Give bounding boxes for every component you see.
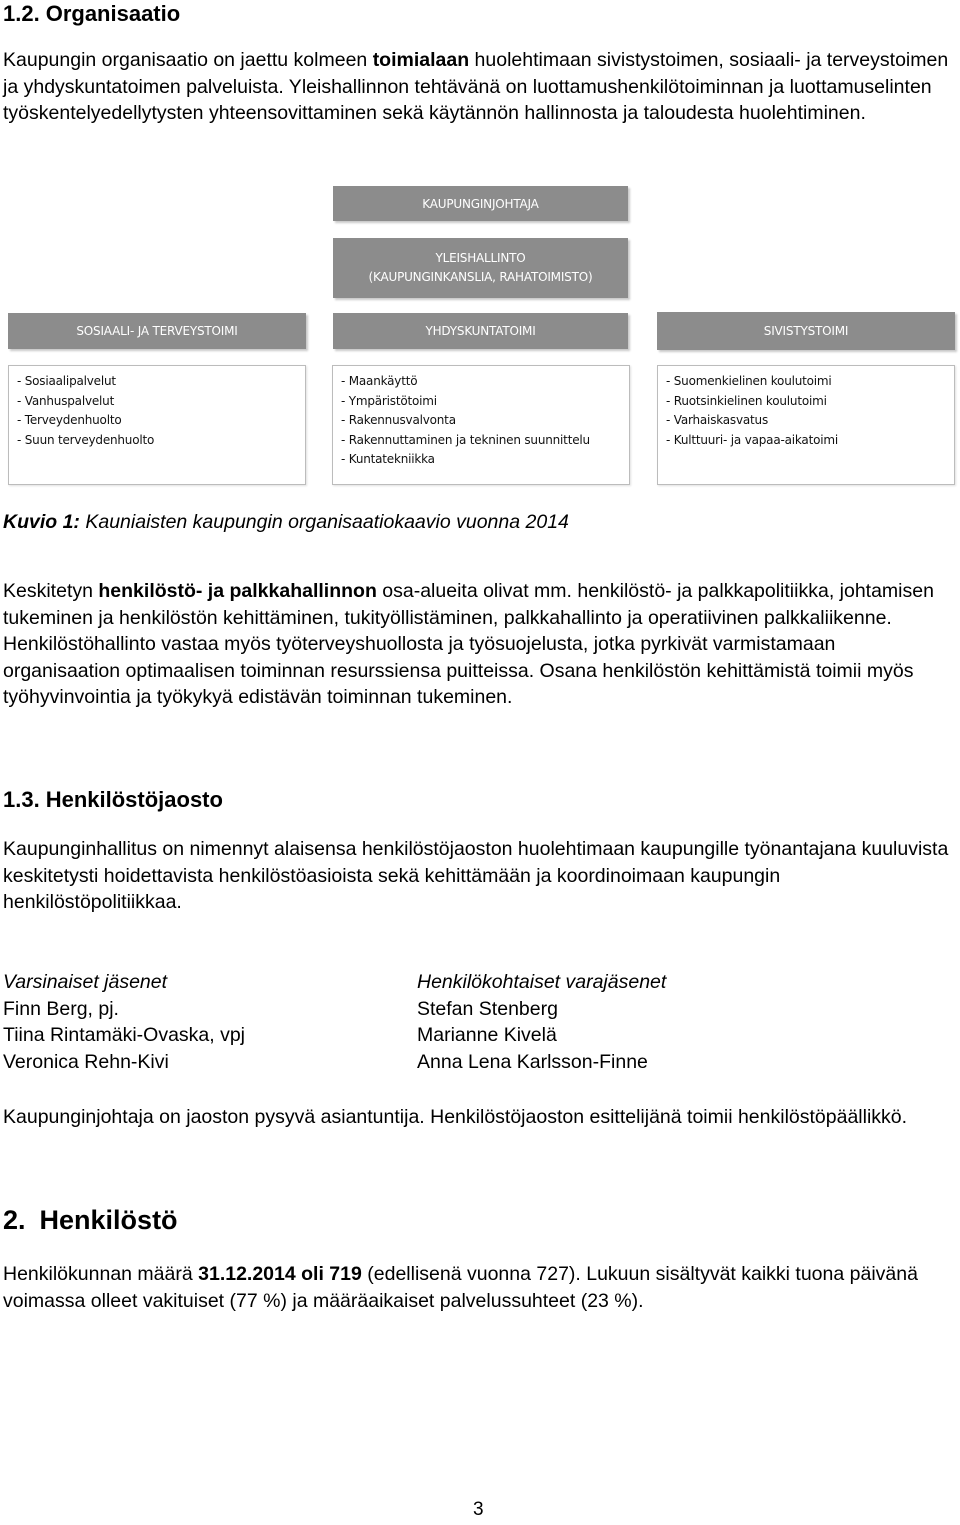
list-item: - Maankäyttö (341, 374, 418, 388)
org-box-community: YHDYSKUNTATOIMI (333, 313, 628, 349)
list-item: - Suun terveydenhuolto (17, 432, 155, 447)
regular-members-heading: Varsinaiset jäsenet (3, 971, 168, 993)
list-item: - Terveydenhuolto (17, 413, 122, 427)
member-name: Stefan Stenberg (417, 997, 558, 1020)
section-heading-1-2 (3, 1, 180, 27)
list-item: - Kuntatekniikka (341, 452, 435, 466)
section-title: Organisaatio (45, 1, 181, 26)
list-item: - Sosiaalipalvelut (17, 374, 116, 388)
org-list-community (332, 365, 630, 485)
list-item: - Ruotsinkielinen koulutoimi (666, 393, 827, 408)
org-box-education: SIVISTYSTOIMI (657, 312, 955, 350)
figure-label: Kuvio 1: (3, 511, 80, 533)
deputy-members (417, 969, 666, 1075)
committee-paragraph: Kaupunginhallitus on nimennyt alaisensa henkilöstöjaoston huolehtimaan kaupungille työnantajana kuuluvista keskitetysti hoidettavista henkilöstöasioista sekä kehittämään ja koordinoimaan kaupungin henkilöstöpolitiikkaa. (3, 838, 949, 913)
section-heading-1-3 (3, 787, 223, 813)
org-list-education (657, 365, 955, 485)
section-number: 1.3. (3, 787, 40, 812)
bold-term: henkilöstö- ja palkkahallinnon (98, 580, 377, 602)
section-number: 2. (3, 1205, 26, 1235)
list-item: - Rakennuttaminen ja tekninen suunnittelu (341, 432, 590, 447)
section-title: Henkilöstö (39, 1205, 178, 1235)
member-name: Veronica Rehn-Kivi (3, 1050, 169, 1073)
org-box-city-manager: KAUPUNGINJOHTAJA (333, 186, 628, 221)
org-list-social-health (8, 365, 306, 485)
org-box-social-health: SOSIAALI- JA TERVEYSTOIMI (8, 313, 306, 349)
list-item: - Suomenkielinen koulutoimi (666, 374, 832, 388)
list-item: - Rakennusvalvonta (341, 413, 456, 427)
organisation-paragraph: Kaupungin organisaatio on jaettu kolmeen toimialaan huolehtimaan sivistystoimen, sosiaali- ja terveystoimen ja yhdyskuntatoimen palveluista. Yleishallinnon tehtävänä on luottamushenkilötoiminnan ja luottamuselinten työskentelyedellytysten yhteensovittaminen sekä käytännön hallinnosta ja taloudesta huolehtiminen. (3, 49, 949, 124)
expert-paragraph: Kaupunginjohtaja on jaoston pysyvä asiantuntija. Henkilöstöjaoston esittelijänä toimii henkilöstöpäällikkö. (3, 1106, 908, 1128)
list-item: - Vanhuspalvelut (17, 393, 115, 408)
staff-paragraph: Henkilökunnan määrä 31.12.2014 oli 719 (edellisenä vuonna 727). Lukuun sisältyvät kaikki tuona päivänä voimassa olleet vakituiset (77 %) ja määräaikaiset palvelussuhteet (23 %). (3, 1263, 918, 1312)
bold-term: 31.12.2014 oli 719 (198, 1263, 362, 1285)
list-item: - Varhaiskasvatus (666, 413, 769, 427)
figure-caption: Kuvio 1: Kauniaisten kaupungin organisaatiokaavio vuonna 2014 (3, 511, 569, 533)
member-name: Anna Lena Karlsson-Finne (417, 1050, 648, 1073)
member-name: Tiina Rintamäki-Ovaska, vpj (3, 1024, 246, 1046)
regular-members (3, 969, 245, 1075)
hr-paragraph: Keskitetyn henkilöstö- ja palkkahallinnon osa-alueita olivat mm. henkilöstö- ja palkkapolitiikka, johtamisen tukeminen ja henkilöstön kehittäminen, tukityöllistäminen, palkkahallinto ja operatiivinen palkkaliikenne. Henkilöstöhallinto vastaa myös työterveyshuollosta ja työsuojelusta, jotka pyrkivät varmistamaan organisaation optimaalisen toiminnan resurssiensa puitteissa. Osana henkilöstön kehittämistä toimii myös työhyvinvointia ja työkykyä edistävän toiminnan tukeminen. (3, 580, 934, 708)
section-title: Henkilöstöjaosto (45, 787, 223, 812)
bold-term: toimialaan (372, 49, 470, 71)
org-box-general-admin: YLEISHALLINTO (KAUPUNGINKANSLIA, RAHATOIMISTO) (333, 238, 628, 298)
org-chart (0, 180, 960, 500)
section-heading-2 (3, 1205, 178, 1236)
page-number: 3 (473, 1499, 484, 1520)
section-number: 1.2. (3, 1, 40, 26)
list-item: - Ympäristötoimi (341, 393, 437, 408)
list-item: - Kulttuuri- ja vapaa-aikatoimi (666, 432, 838, 447)
member-name: Marianne Kivelä (417, 1024, 557, 1046)
member-name: Finn Berg, pj. (3, 997, 119, 1020)
deputy-members-heading: Henkilökohtaiset varajäsenet (417, 971, 667, 993)
